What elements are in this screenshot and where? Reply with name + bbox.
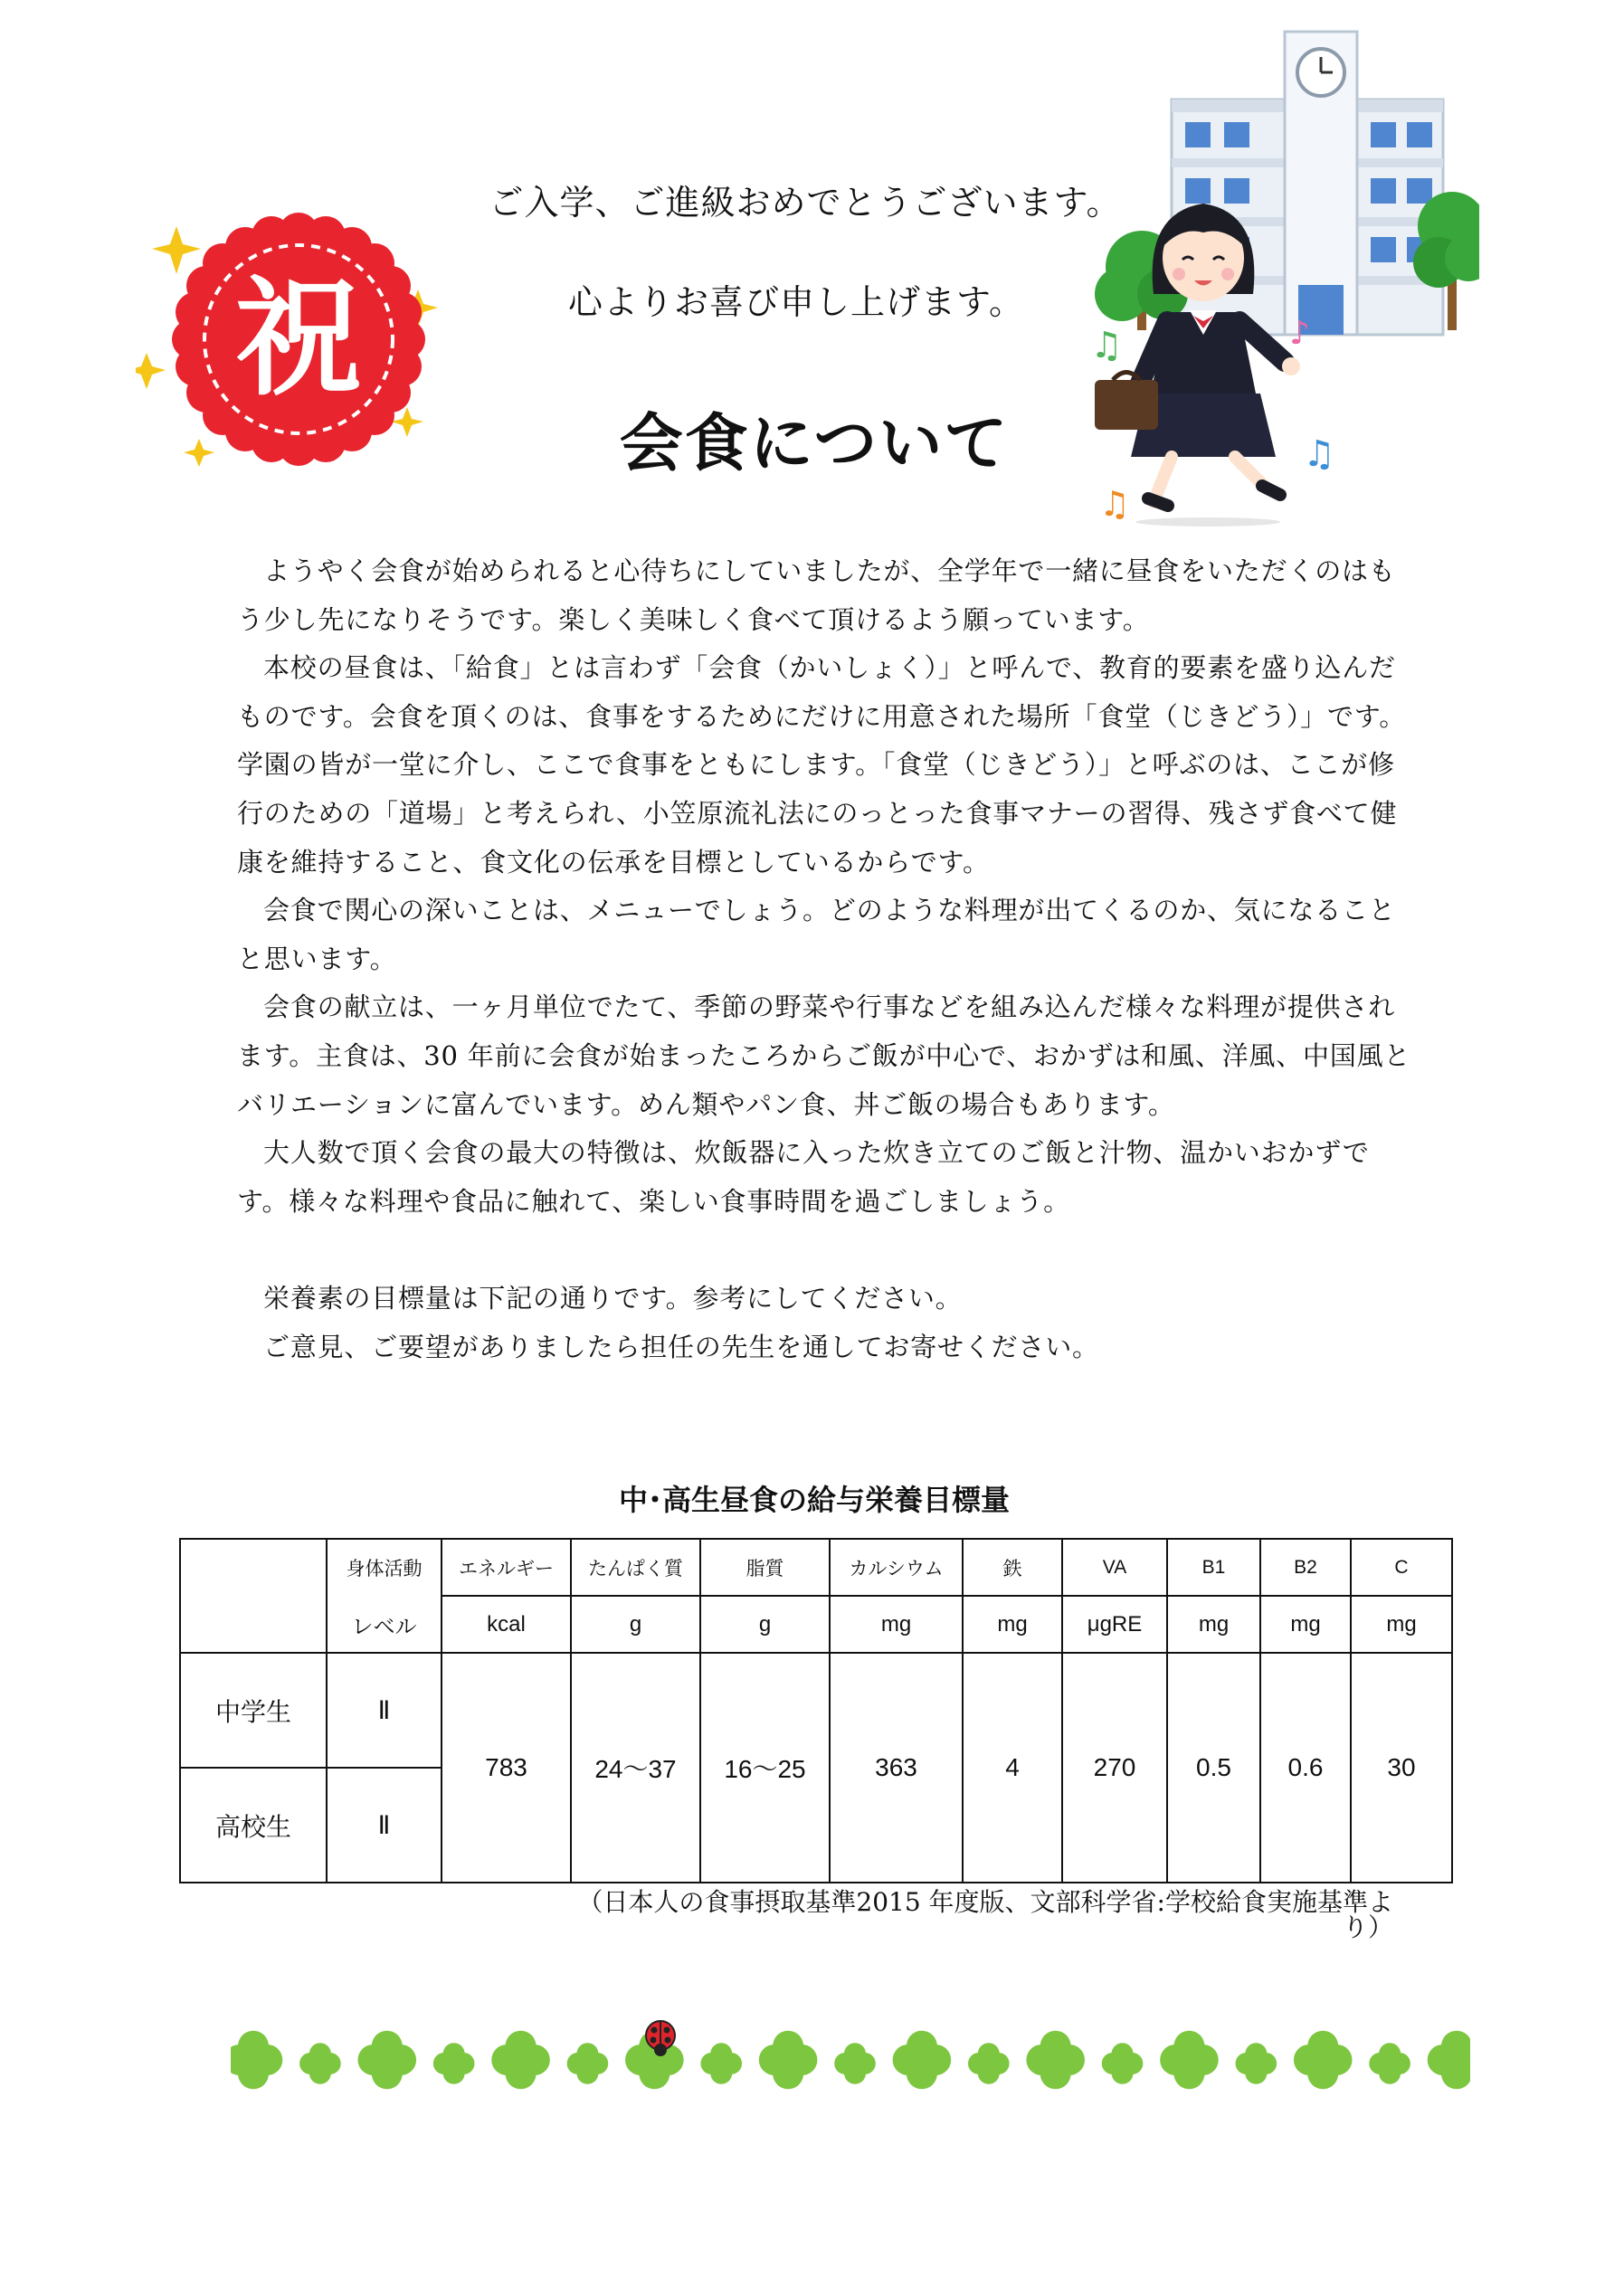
school-student-illustration [1081, 23, 1479, 529]
celebration-seal-icon [136, 204, 480, 493]
header-calcium: カルシウム [830, 1539, 963, 1596]
clover-icon [834, 2043, 876, 2084]
header-iron: 鉄 [963, 1539, 1062, 1596]
clover-icon [357, 2031, 416, 2090]
header-fat: 脂質 [700, 1539, 830, 1596]
clover-icon [1369, 2043, 1410, 2084]
greeting-line-2: 心よりお喜び申し上げます。 [568, 282, 1024, 322]
paragraph: 会食の献立は、一ヶ月単位でたて、季節の野菜や行事などを組み込んだ様々な料理が提供されます。主食は、30 年前に会食が始まったころからご飯が中心で、おかずは和風、洋風、中国風とバリエーションに富んでいます。めん類やパン食、丼ご飯の場合もあります。 [237, 991, 1411, 1120]
source-note: （日本人の食事摂取基準2015 年度版、文部科学省:学校給食実施基準より） [577, 1887, 1393, 1942]
clover-icon [1294, 2031, 1353, 2090]
header-vitamin-a: VA [1062, 1539, 1167, 1596]
unit-cell: g [700, 1596, 830, 1653]
clover-icon [700, 2043, 742, 2084]
paragraph: 会食で関心の深いことは、メニューでしょう。どのような料理が出てくるのか、気になることと思います。 [237, 895, 1396, 974]
row-level: Ⅱ [327, 1653, 442, 1768]
clover-icon [759, 2031, 818, 2090]
corner-cell [180, 1539, 327, 1653]
clover-icon [1428, 2031, 1470, 2090]
svg-text:♫: ♫ [1303, 433, 1335, 475]
table-title: 中･高生昼食の給与栄養目標量 [618, 1483, 1010, 1517]
clover-icon [1026, 2031, 1085, 2090]
svg-text:♫: ♫ [1099, 484, 1131, 524]
clover-icon [1236, 2043, 1277, 2084]
page-title: 会食について [619, 406, 1010, 480]
unit-cell: kcal [442, 1596, 571, 1653]
clover-icon [567, 2043, 609, 2084]
clover-icon [1102, 2043, 1144, 2084]
row-label: 高校生 [180, 1768, 327, 1883]
header-energy: エネルギー [442, 1539, 571, 1596]
value-cell: 0.6 [1260, 1653, 1351, 1883]
table-unit-row [180, 1596, 1452, 1653]
paragraph: ようやく会食が始められると心待ちにしていましたが、全学年で一緒に昼食をいただくのはもう少し先になりそうです。楽しく美味しく食べて頂けるよう願っています。 [237, 555, 1396, 635]
table-header-row [180, 1539, 1452, 1596]
value-cell: 30 [1351, 1653, 1452, 1883]
clover-icon [231, 2031, 282, 2090]
body-text [237, 547, 1413, 1371]
level-header: 身体活動 [327, 1539, 442, 1596]
header-vitamin-b2: B2 [1260, 1539, 1351, 1596]
unit-cell: mg [830, 1596, 963, 1653]
value-cell: 270 [1062, 1653, 1167, 1883]
row-level: Ⅱ [327, 1768, 442, 1883]
row-label: 中学生 [180, 1653, 327, 1768]
clover-icon [433, 2043, 475, 2084]
header-protein: たんぱく質 [571, 1539, 700, 1596]
seal-character: 祝 [234, 266, 363, 413]
clover-border [231, 2010, 1470, 2110]
unit-cell: g [571, 1596, 700, 1653]
paragraph: 大人数で頂く会食の最大の特徴は、炊飯器に入った炊き立てのご飯と汁物、温かいおかずです。様々な料理や食品に触れて、楽しい食事時間を過ごしましょう。 [237, 1137, 1370, 1217]
value-cell: 363 [830, 1653, 963, 1883]
unit-cell: μgRE [1062, 1596, 1167, 1653]
level-header: レベル [327, 1596, 442, 1653]
clover-icon [893, 2031, 952, 2090]
unit-cell: mg [1351, 1596, 1452, 1653]
unit-cell: mg [963, 1596, 1062, 1653]
clover-icon [491, 2031, 550, 2090]
unit-cell: mg [1167, 1596, 1260, 1653]
nutrition-table [179, 1538, 1453, 1883]
note: 栄養素の目標量は下記の通りです。参考にしてください。 [263, 1282, 963, 1314]
header-vitamin-c: C [1351, 1539, 1452, 1596]
table-row [180, 1653, 1452, 1768]
value-cell: 783 [442, 1653, 571, 1883]
note: ご意見、ご要望がありましたら担任の先生を通してお寄せください。 [263, 1331, 1099, 1362]
svg-text:♪: ♪ [1289, 315, 1310, 352]
paragraph: 本校の昼食は、「給食」とは言わず「会食（かいしょく）」と呼んで、教育的要素を盛り込んだものです。会食を頂くのは、食事をするためにだけに用意された場所「食堂（じきどう）」です。学園の皆が一堂に介し、ここで食事をともにします。「食堂（じきどう）」と呼ぶのは、ここが修行のための「道場」と考えられ、小笠原流礼法にのっとった食事マナーの習得、残さず食べて健康を維持すること、食文化の伝承を目標としているからです。 [237, 652, 1407, 878]
value-cell: 0.5 [1167, 1653, 1260, 1883]
value-cell: 16～25 [700, 1653, 830, 1883]
clover-icon [968, 2043, 1010, 2084]
clover-icon [1160, 2031, 1219, 2090]
greeting-line-1: ご入学、ご進級おめでとうございます。 [489, 183, 1122, 223]
value-cell: 24～37 [571, 1653, 700, 1883]
header-vitamin-b1: B1 [1167, 1539, 1260, 1596]
unit-cell: mg [1260, 1596, 1351, 1653]
clover-icon [299, 2043, 341, 2084]
value-cell: 4 [963, 1653, 1062, 1883]
svg-text:♫: ♫ [1090, 325, 1123, 366]
